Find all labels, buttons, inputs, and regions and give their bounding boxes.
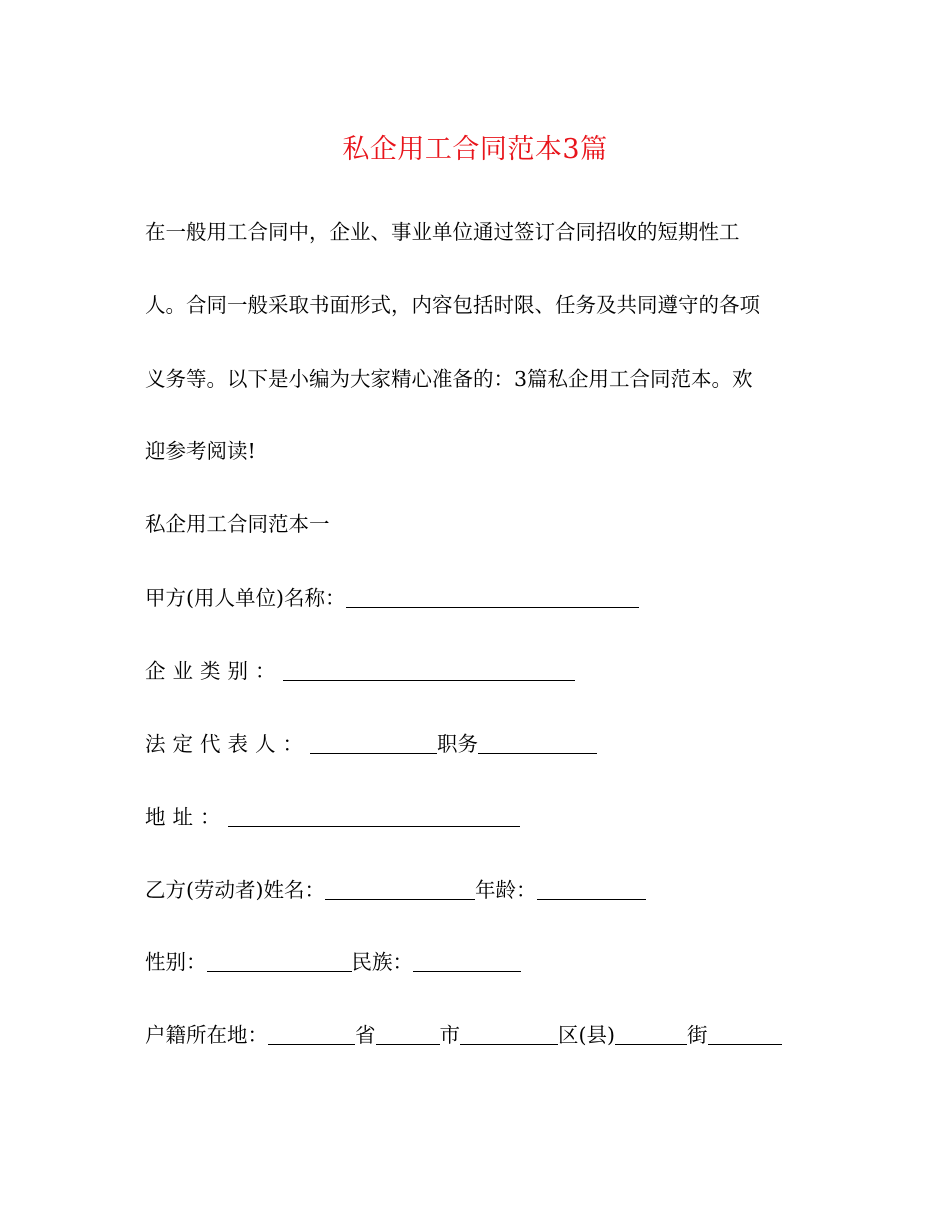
address-row: [145, 801, 520, 833]
company-type-row: [145, 655, 575, 687]
district-label: 区(县): [558, 1023, 615, 1047]
position-label: 职务: [437, 732, 478, 756]
company-type-blank[interactable]: [283, 658, 575, 681]
party-a-name-label: 甲方(用人单位)名称：: [145, 586, 346, 610]
gender-label: 性别：: [145, 950, 207, 974]
street-label: 街: [687, 1023, 708, 1047]
gender-blank[interactable]: [207, 949, 352, 972]
age-label: 年龄：: [475, 878, 537, 902]
district-blank[interactable]: [615, 1022, 687, 1045]
party-b-name-label: 乙方(劳动者)姓名：: [145, 878, 325, 902]
party-b-name-row: [145, 874, 646, 906]
position-blank[interactable]: [478, 731, 597, 754]
party-a-name-blank[interactable]: [346, 585, 639, 608]
legal-rep-row: [145, 728, 597, 760]
age-blank[interactable]: [537, 877, 646, 900]
company-type-label: 企业类别：: [145, 659, 283, 683]
city-label: 市: [439, 1023, 460, 1047]
intro-line-4: 迎参考阅读!: [145, 439, 256, 463]
address-label: 地址：: [145, 805, 228, 829]
intro-line-3: 义务等。以下是小编为大家精心准备的：3篇私企用工合同范本。欢: [145, 367, 753, 391]
province-blank[interactable]: [376, 1022, 440, 1045]
legal-rep-blank[interactable]: [310, 731, 437, 754]
intro-line-2: 人。合同一般采取书面形式，内容包括时限、任务及共同遵守的各项: [145, 293, 760, 317]
household-label: 户籍所在地：: [145, 1023, 268, 1047]
city-blank[interactable]: [460, 1022, 558, 1045]
household-blank[interactable]: [268, 1022, 355, 1045]
legal-rep-label: 法定代表人：: [145, 732, 310, 756]
province-label: 省: [355, 1023, 376, 1047]
address-blank[interactable]: [228, 804, 520, 827]
gender-row: [145, 946, 521, 978]
intro-line-1: 在一般用工合同中，企业、事业单位通过签订合同招收的短期性工: [145, 220, 740, 244]
street-blank[interactable]: [708, 1022, 782, 1045]
party-a-name-row: [145, 582, 639, 614]
ethnicity-blank[interactable]: [413, 949, 521, 972]
document-title: 私企用工合同范本3篇: [342, 134, 608, 165]
household-row: [145, 1019, 782, 1051]
ethnicity-label: 民族：: [351, 950, 413, 974]
party-b-name-blank[interactable]: [325, 877, 475, 900]
section-heading: 私企用工合同范本一: [145, 512, 330, 536]
